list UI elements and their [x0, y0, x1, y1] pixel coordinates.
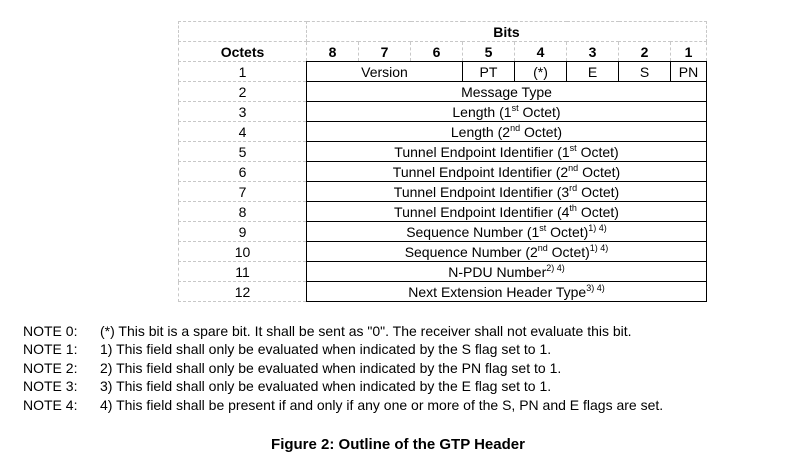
pt-field: PT	[463, 62, 515, 82]
bit-number-row	[179, 42, 707, 62]
bit-number: 1	[671, 42, 707, 62]
bit-number: 5	[463, 42, 515, 62]
field-cell	[307, 142, 707, 162]
octet-number: 11	[179, 262, 307, 282]
octet-row	[179, 162, 707, 182]
field-cell	[307, 182, 707, 202]
field-cell	[307, 82, 707, 102]
ordinal-suffix: st	[569, 142, 577, 153]
field-label: Sequence Number (1	[406, 223, 540, 240]
octet-number: 8	[179, 202, 307, 222]
octet-row	[179, 242, 707, 262]
bit-number: 7	[359, 42, 411, 62]
field-label: Tunnel Endpoint Identifier (2	[392, 163, 569, 180]
bit-number: 3	[567, 42, 619, 62]
note-line	[23, 359, 663, 377]
field-cell	[307, 242, 707, 262]
note-text: 4) This field shall be present if and only if any one or more of the S, PN and E flags are set.	[100, 396, 664, 413]
octet-row	[179, 62, 707, 82]
note-line	[23, 322, 663, 340]
octet-number: 1	[179, 62, 307, 82]
note-line	[23, 340, 663, 358]
field-label-tail: Octet)	[547, 243, 590, 260]
field-label: Tunnel Endpoint Identifier (3	[393, 183, 570, 200]
note-text: 3) This field shall only be evaluated when indicated by the E flag set to 1.	[100, 378, 552, 395]
octets-label: Octets	[179, 42, 307, 62]
note-text: 2) This field shall only be evaluated when indicated by the PN flag set to 1.	[100, 359, 562, 376]
ordinal-suffix: rd	[569, 182, 578, 193]
octet-row	[179, 82, 707, 102]
octet-row	[179, 182, 707, 202]
note-label: NOTE 2:	[23, 359, 78, 376]
field-label-tail: Octet)	[576, 143, 619, 160]
field-label: Message Type	[461, 83, 552, 100]
field-label-tail: Octet)	[578, 163, 621, 180]
octet-row	[179, 122, 707, 142]
ordinal-suffix: th	[569, 202, 577, 213]
field-label-tail: Octet)	[546, 223, 589, 240]
field-label: N-PDU Number	[448, 263, 547, 280]
ordinal-suffix: nd	[537, 242, 548, 253]
note-line	[23, 377, 663, 395]
octet-row	[179, 202, 707, 222]
ordinal-suffix: st	[511, 102, 519, 113]
field-label: Length (1	[452, 103, 512, 120]
note-label: NOTE 3:	[23, 378, 78, 395]
octet-row	[179, 222, 707, 242]
note-reference: 3) 4)	[586, 282, 605, 293]
field-label-tail: Octet)	[518, 103, 561, 120]
octet-number: 4	[179, 122, 307, 142]
field-cell	[307, 102, 707, 122]
bit-number: 4	[515, 42, 567, 62]
octet-row	[179, 142, 707, 162]
field-cell	[307, 262, 707, 282]
field-cell	[307, 122, 707, 142]
field-label-tail: Octet)	[577, 183, 620, 200]
field-label: Tunnel Endpoint Identifier (4	[394, 203, 570, 220]
octet-number: 2	[179, 82, 307, 102]
field-label: Tunnel Endpoint Identifier (1	[394, 143, 570, 160]
octet-number: 10	[179, 242, 307, 262]
octet-number: 12	[179, 282, 307, 302]
field-label-tail: Octet)	[520, 123, 563, 140]
octet-row	[179, 282, 707, 302]
field-cell	[307, 282, 707, 302]
note-label: NOTE 1:	[23, 341, 78, 358]
s-flag-field: S	[619, 62, 671, 82]
field-cell	[307, 202, 707, 222]
ordinal-suffix: nd	[510, 122, 521, 133]
bit-number: 8	[307, 42, 359, 62]
bit-number: 2	[619, 42, 671, 62]
version-field: Version	[307, 62, 463, 82]
empty-corner-cell	[179, 22, 307, 42]
note-label: NOTE 0:	[23, 323, 78, 339]
note-text: (*) This bit is a spare bit. It shall be sent as "0". The receiver shall not evaluate this bit.	[100, 323, 632, 339]
field-cell	[307, 162, 707, 182]
field-cell	[307, 222, 707, 242]
field-label-tail: Octet)	[576, 203, 619, 220]
octet-row	[179, 262, 707, 282]
octet-number: 5	[179, 142, 307, 162]
pn-flag-field: PN	[671, 62, 707, 82]
ordinal-suffix: st	[539, 222, 547, 233]
note-reference: 1) 4)	[589, 242, 609, 253]
bit-number: 6	[411, 42, 463, 62]
octet-number: 3	[179, 102, 307, 122]
octet-number: 6	[179, 162, 307, 182]
note-text: 1) This field shall only be evaluated when indicated by the S flag set to 1.	[100, 341, 552, 358]
gtp-header-table	[178, 21, 707, 302]
octet-row	[179, 102, 707, 122]
figure-caption: Figure 2: Outline of the GTP Header	[271, 436, 525, 453]
octet-number: 7	[179, 182, 307, 202]
ordinal-suffix: nd	[568, 162, 579, 173]
field-label: Length (2	[450, 123, 511, 140]
field-label: Next Extension Header Type	[408, 283, 587, 300]
note-reference: 2) 4)	[546, 262, 565, 273]
note-line	[23, 396, 663, 414]
bits-label: Bits	[307, 22, 707, 42]
notes-block	[23, 322, 663, 414]
spare-bit-field: (*)	[515, 62, 567, 82]
note-reference: 1) 4)	[588, 222, 607, 233]
field-label: Sequence Number (2	[404, 243, 538, 260]
e-flag-field: E	[567, 62, 619, 82]
bits-header-row	[179, 22, 707, 42]
note-label: NOTE 4:	[23, 396, 78, 413]
octet-number: 9	[179, 222, 307, 242]
